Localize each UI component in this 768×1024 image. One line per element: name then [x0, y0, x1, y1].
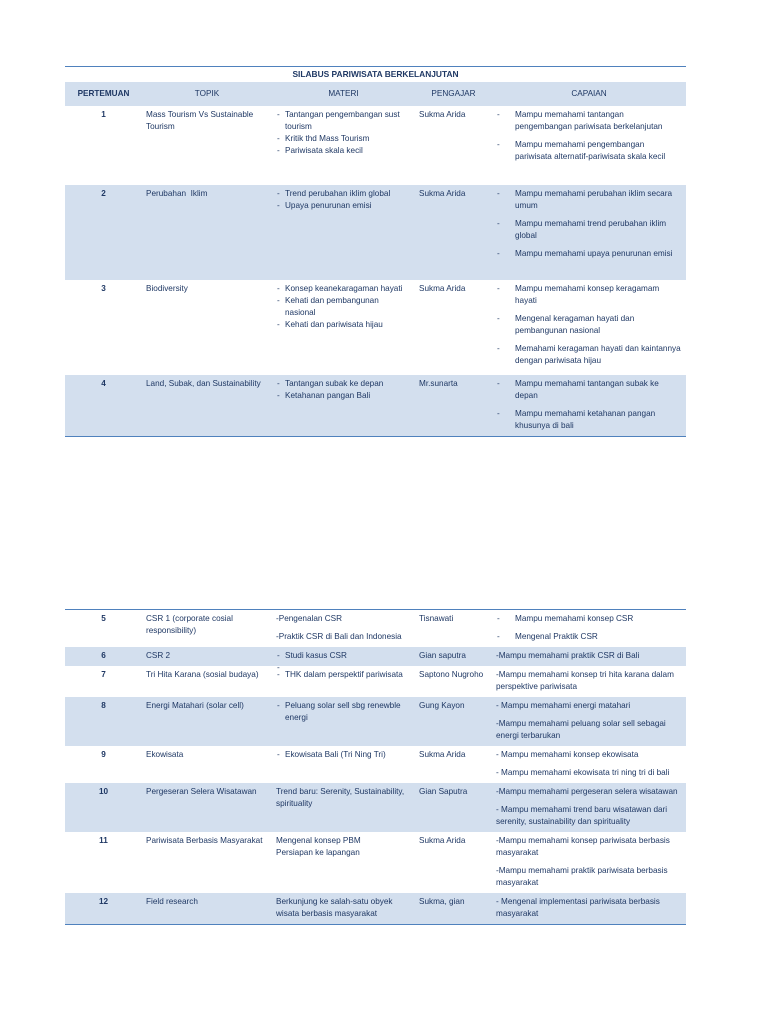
material-item: - Ketahanan pangan Bali [276, 390, 411, 402]
outcome-item: -Mampu memahami peluang solar sell sebagai energi terbarukan [496, 719, 666, 740]
outcomes [492, 106, 686, 185]
materials [272, 106, 415, 185]
material-item: Mengenal konsep PBM [276, 836, 361, 845]
material-item: - Trend perubahan iklim global [276, 188, 411, 200]
lecturer: Sukma, gian [415, 893, 492, 925]
meeting-number: 8 [65, 697, 142, 746]
outcome-item: - Mampu memahami upaya penurunan emisi [496, 248, 682, 260]
meeting-number: 12 [65, 893, 142, 925]
header-topik: TOPIK [142, 82, 272, 106]
outcome-item: - Mampu memahami konsep keragamam hayati [496, 283, 682, 307]
lecturer: Gung Kayon [415, 697, 492, 746]
header-materi: MATERI [272, 82, 415, 106]
topic: Pergeseran Selera Wisatawan [142, 783, 272, 832]
material-item: - Kehati dan pariwisata hijau [276, 319, 411, 331]
outcome-item: - Mampu memahami trend perubahan iklim global [496, 218, 682, 242]
outcome-item: - Mampu memahami energi matahari [496, 701, 631, 710]
materials [272, 185, 415, 280]
lecturer: Gian Saputra [415, 783, 492, 832]
materials [272, 697, 415, 746]
outcome-item: - Mampu memahami tantangan pengembangan pariwisata berkelanjutan [496, 109, 682, 133]
materials [272, 647, 415, 666]
header-pertemuan: PERTEMUAN [65, 82, 142, 106]
outcomes [492, 697, 686, 746]
lecturer: Sukma Arida [419, 750, 466, 759]
outcomes [492, 783, 686, 832]
meeting-number: 9 [101, 750, 106, 759]
material-item: - Kritik thd Mass Tourism [276, 133, 411, 145]
meeting-number: 5 [65, 610, 142, 648]
topic: Pariwisata Berbasis Masyarakat [146, 836, 263, 845]
material-item: Trend baru: Serenity, Sustainability, spirituality [276, 787, 405, 808]
outcome-item: - Mampu memahami tantangan subak ke depan [496, 378, 682, 402]
material-item: - Peluang solar sell sbg renewble energi [276, 700, 411, 724]
lecturer: Mr.sunarta [415, 375, 492, 437]
outcome-item: - Mampu memahami trend baru wisatawan dari serenity, sustainability dan spirituality [496, 805, 668, 826]
table-row [65, 783, 686, 832]
meeting-number: 3 [101, 284, 106, 293]
table-row [65, 375, 686, 437]
table-row [65, 280, 686, 375]
table-row [65, 106, 686, 185]
table-header-row [65, 82, 686, 106]
outcomes [492, 832, 686, 893]
outcome-item: - Mengenal implementasi pariwisata berbasis masyarakat [496, 897, 660, 918]
topic: Perubahan Iklim [142, 185, 272, 280]
material-item: - Ekowisata Bali (Tri Ning Tri) [276, 749, 411, 761]
header-pengajar: PENGAJAR [415, 82, 492, 106]
outcome-item: -Mampu memahami konsep pariwisata berbasis masyarakat [496, 836, 670, 857]
table-row [65, 666, 686, 697]
materials [272, 610, 415, 648]
lecturer: Saptono Nugroho [419, 670, 484, 679]
table-title: SILABUS PARIWISATA BERKELANJUTAN [65, 67, 686, 83]
topic: CSR 2 [142, 647, 272, 666]
table-row [65, 610, 686, 648]
outcome-item: -Mampu memahami pergeseran selera wisatawan [496, 787, 678, 796]
material-item: - THK dalam perspektif pariwisata [276, 669, 411, 681]
lecturer: Sukma Arida [419, 284, 466, 293]
outcome-item: - Mampu memahami perubahan iklim secara umum [496, 188, 682, 212]
topic: Biodiversity [146, 284, 188, 293]
outcomes [492, 893, 686, 925]
topic: CSR 1 (corporate cosial responsibility) [142, 610, 272, 648]
topic: Energi Matahari (solar cell) [142, 697, 272, 746]
materials [272, 893, 415, 925]
outcomes [492, 280, 686, 375]
table-row [65, 697, 686, 746]
materials [272, 375, 415, 437]
materials [272, 783, 415, 832]
material-item: Berkunjung ke salah-satu obyek wisata berbasis masyarakat [276, 897, 393, 918]
table-row [65, 832, 686, 893]
lecturer: Gian saputra [415, 647, 492, 666]
material-item: -Pengenalan CSR [276, 614, 342, 623]
material-item: - Studi kasus CSR [276, 650, 411, 662]
meeting-number: 7 [101, 670, 106, 679]
material-item: - Upaya penurunan emisi [276, 200, 411, 212]
outcome-item: -Mampu memahami konsep tri hita karana dalam perspektive pariwisata [496, 670, 674, 691]
topic: Field research [142, 893, 272, 925]
outcomes [492, 647, 686, 666]
lecturer: Sukma Arida [419, 836, 466, 845]
material-item: -Praktik CSR di Bali dan Indonesia [276, 632, 402, 641]
outcomes [492, 610, 686, 648]
syllabus-table-page2 [65, 609, 686, 925]
outcomes [492, 375, 686, 437]
material-item: - Tantangan subak ke depan [276, 378, 411, 390]
lecturer: Sukma Arida [419, 110, 466, 119]
outcome-item: - Mampu memahami pengembangan pariwisata alternatif-pariwisata skala kecil [496, 139, 682, 163]
outcome-item: - Mengenal Praktik CSR [496, 631, 682, 643]
materials [272, 832, 415, 893]
meeting-number: 6 [65, 647, 142, 666]
topic: Mass Tourism Vs Sustainable Tourism [146, 110, 254, 131]
material-item: - Kehati dan pembangunan nasional [276, 295, 411, 319]
table-row [65, 893, 686, 925]
topic: Ekowisata [146, 750, 184, 759]
meeting-number: 4 [65, 375, 142, 437]
lecturer: Tisnawati [415, 610, 492, 648]
outcomes [492, 746, 686, 783]
materials [272, 746, 415, 783]
meeting-number: 1 [101, 110, 106, 119]
table-row [65, 185, 686, 280]
outcome-item: - Mengenal keragaman hayati dan pembangunan nasional [496, 313, 682, 337]
table-row [65, 647, 686, 666]
outcome-item: - Memahami keragaman hayati dan kaintannya dengan pariwisata hijau [496, 343, 682, 367]
materials [272, 666, 415, 697]
topic: Tri Hita Karana (sosial budaya) [146, 670, 259, 679]
table-title-row [65, 67, 686, 83]
outcome-item: -Mampu memahami praktik pariwisata berbasis masyarakat [496, 866, 668, 887]
materials [272, 280, 415, 375]
lecturer: Sukma Arida [415, 185, 492, 280]
outcome-item: - Mampu memahami ekowisata tri ning tri di bali [496, 768, 670, 777]
outcome-item: -Mampu memahami praktik CSR di Bali [496, 651, 640, 660]
syllabus-table-page1 [65, 66, 686, 437]
outcomes [492, 185, 686, 280]
outcome-item: - Mampu memahami konsep CSR [496, 613, 682, 625]
outcome-item: - Mampu memahami ketahanan pangan khusunya di bali [496, 408, 682, 432]
table-row [65, 746, 686, 783]
meeting-number: 10 [65, 783, 142, 832]
outcomes [492, 666, 686, 697]
topic: Land, Subak, dan Sustainability [142, 375, 272, 437]
material-item: - Pariwisata skala kecil [276, 145, 411, 157]
material-item: - Tantangan pengembangan sust tourism [276, 109, 411, 133]
material-item: Persiapan ke lapangan [276, 848, 360, 857]
material-item: - Konsep keanekaragaman hayati [276, 283, 411, 295]
meeting-number: 11 [99, 836, 108, 845]
header-capaian: CAPAIAN [492, 82, 686, 106]
meeting-number: 2 [65, 185, 142, 280]
outcome-item: - Mampu memahami konsep ekowisata [496, 750, 639, 759]
